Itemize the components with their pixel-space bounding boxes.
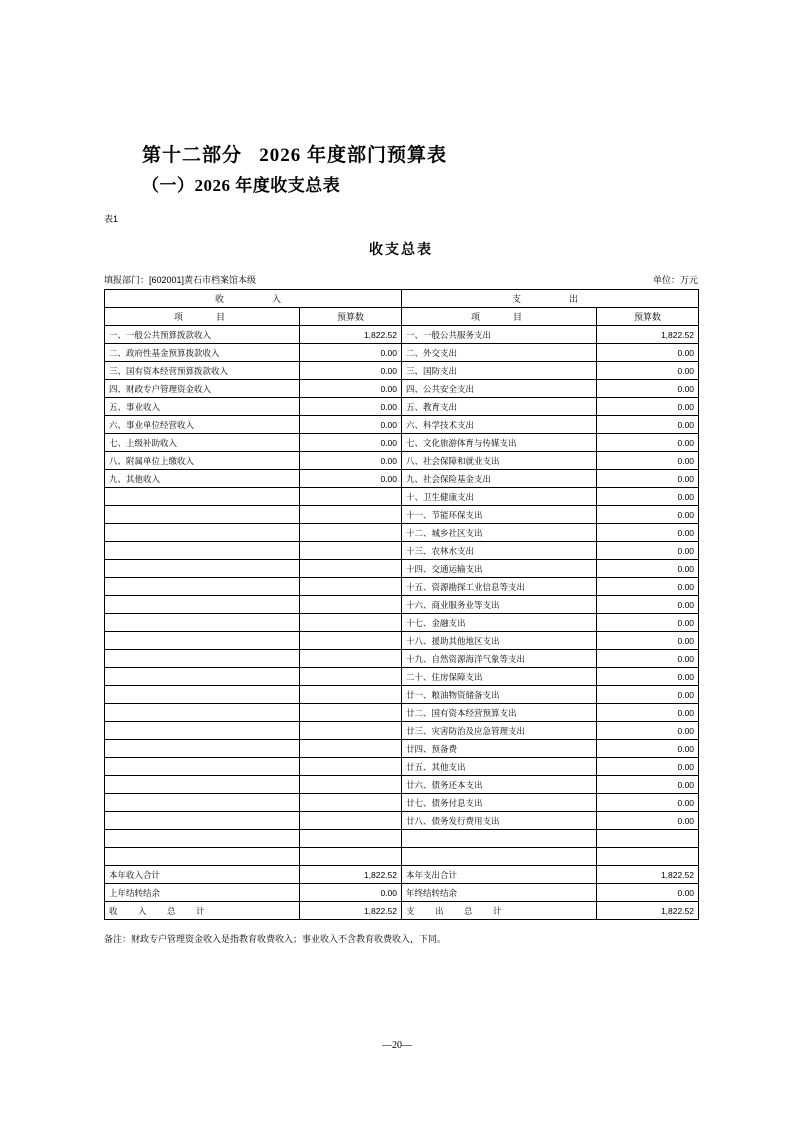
- summary-expense-value: 1,822.52: [597, 902, 699, 920]
- income-item-cell: 五、事业收入: [105, 398, 300, 416]
- table-row: [105, 524, 699, 542]
- income-value-cell: [300, 704, 402, 722]
- expense-value-cell: 0.00: [597, 722, 699, 740]
- income-value-cell: [300, 632, 402, 650]
- expense-item-cell: 十六、商业服务业等支出: [402, 596, 597, 614]
- expense-value-cell: 0.00: [597, 434, 699, 452]
- table-summary-row: [105, 866, 699, 884]
- table-title: 收支总表: [369, 243, 433, 258]
- expense-item-cell: 十七、金融支出: [402, 614, 597, 632]
- table-row: [105, 830, 699, 848]
- table-row: [105, 398, 699, 416]
- table-meta-row: [104, 273, 698, 286]
- income-item-cell: 六、事业单位经营收入: [105, 416, 300, 434]
- expense-value-cell: 0.00: [597, 560, 699, 578]
- expense-value-cell: 0.00: [597, 470, 699, 488]
- table-row: [105, 650, 699, 668]
- expense-item-cell: 八、社会保障和就业支出: [402, 452, 597, 470]
- expense-value-cell: 0.00: [597, 488, 699, 506]
- income-value-cell: 0.00: [300, 344, 402, 362]
- expense-item-cell: 廿三、灾害防治及应急管理支出: [402, 722, 597, 740]
- income-item-cell: [105, 704, 300, 722]
- expense-value-cell: 0.00: [597, 740, 699, 758]
- income-item-cell: 四、财政专户管理资金收入: [105, 380, 300, 398]
- income-value-cell: [300, 596, 402, 614]
- table-row: [105, 542, 699, 560]
- table-row: [105, 362, 699, 380]
- expense-item-cell: 六、科学技术支出: [402, 416, 597, 434]
- income-value-cell: 0.00: [300, 416, 402, 434]
- income-item-cell: [105, 596, 300, 614]
- page-number: —20—: [382, 1040, 412, 1051]
- income-value-cell: 0.00: [300, 362, 402, 380]
- expense-value-cell: 0.00: [597, 776, 699, 794]
- income-item-cell: [105, 668, 300, 686]
- expense-item-cell: 五、教育支出: [402, 398, 597, 416]
- income-value-cell: [300, 524, 402, 542]
- summary-expense-label: 本年支出合计: [402, 866, 597, 884]
- table-row: [105, 686, 699, 704]
- income-value-cell: [300, 740, 402, 758]
- expense-value-cell: 0.00: [597, 380, 699, 398]
- expense-value-cell: 0.00: [597, 344, 699, 362]
- filler-department: 填报部门：[602001]黄石市档案馆本级: [104, 275, 257, 285]
- income-value-cell: [300, 668, 402, 686]
- income-value-cell: [300, 686, 402, 704]
- income-item-cell: [105, 722, 300, 740]
- expense-item-cell: 廿一、粮油物资储备支出: [402, 686, 597, 704]
- expense-item-cell: 三、国防支出: [402, 362, 597, 380]
- income-item-cell: [105, 524, 300, 542]
- income-value-cell: [300, 776, 402, 794]
- table-row: [105, 704, 699, 722]
- income-value-cell: [300, 848, 402, 866]
- income-value-cell: [300, 614, 402, 632]
- expense-item-cell: 四、公共安全支出: [402, 380, 597, 398]
- income-value-cell: 0.00: [300, 452, 402, 470]
- column-header-income-budget: 预算数: [300, 308, 402, 326]
- expense-item-cell: 十五、资源勘探工业信息等支出: [402, 578, 597, 596]
- table-row: [105, 758, 699, 776]
- expense-item-cell: 九、社会保险基金支出: [402, 470, 597, 488]
- expense-item-cell: 十二、城乡社区支出: [402, 524, 597, 542]
- table-row: [105, 812, 699, 830]
- income-item-cell: 三、国有资本经营预算拨款收入: [105, 362, 300, 380]
- expense-item-cell: 二十、住房保障支出: [402, 668, 597, 686]
- table-row: [105, 488, 699, 506]
- income-value-cell: [300, 506, 402, 524]
- income-value-cell: [300, 722, 402, 740]
- table-row: [105, 614, 699, 632]
- table-label: 表1: [104, 214, 119, 224]
- income-item-cell: [105, 632, 300, 650]
- income-item-cell: [105, 740, 300, 758]
- table-summary-row: [105, 902, 699, 920]
- expense-item-cell: 十、卫生健康支出: [402, 488, 597, 506]
- income-item-cell: 一、一般公共预算拨款收入: [105, 326, 300, 344]
- table-row: [105, 416, 699, 434]
- table-row: [105, 560, 699, 578]
- expense-item-cell: 十一、节能环保支出: [402, 506, 597, 524]
- summary-expense-value: 1,822.52: [597, 866, 699, 884]
- income-value-cell: 1,822.52: [300, 326, 402, 344]
- summary-income-value: 1,822.52: [300, 902, 402, 920]
- table-row: [105, 632, 699, 650]
- table-row: [105, 380, 699, 398]
- income-item-cell: 二、政府性基金预算拨款收入: [105, 344, 300, 362]
- expense-item-cell: 廿八、债务发行费用支出: [402, 812, 597, 830]
- table-row: [105, 668, 699, 686]
- table-row: [105, 794, 699, 812]
- table-row: [105, 344, 699, 362]
- column-header-expense-item: 项 目: [402, 308, 597, 326]
- document-content: [104, 140, 698, 945]
- column-header-income-item: 项 目: [105, 308, 300, 326]
- column-header-expense-budget: 预算数: [597, 308, 699, 326]
- expense-item-cell: 廿五、其他支出: [402, 758, 597, 776]
- expense-value-cell: 0.00: [597, 812, 699, 830]
- income-value-cell: [300, 488, 402, 506]
- income-value-cell: [300, 650, 402, 668]
- summary-income-label: 上年结转结余: [105, 884, 300, 902]
- budget-table: [104, 289, 699, 920]
- income-value-cell: [300, 758, 402, 776]
- expense-value-cell: 0.00: [597, 704, 699, 722]
- expense-item-cell: 一、一般公共服务支出: [402, 326, 597, 344]
- summary-expense-value: 0.00: [597, 884, 699, 902]
- summary-expense-label: 年终结转结余: [402, 884, 597, 902]
- unit-label: 单位：万元: [652, 275, 698, 285]
- expense-item-cell: 十八、援助其他地区支出: [402, 632, 597, 650]
- table-row: [105, 506, 699, 524]
- income-item-cell: 九、其他收入: [105, 470, 300, 488]
- expense-value-cell: 0.00: [597, 578, 699, 596]
- summary-income-label: 本年收入合计: [105, 866, 300, 884]
- table-summary-row: [105, 884, 699, 902]
- expense-item-cell: 十三、农林水支出: [402, 542, 597, 560]
- income-item-cell: [105, 506, 300, 524]
- expense-value-cell: 0.00: [597, 632, 699, 650]
- income-value-cell: [300, 542, 402, 560]
- expense-item-cell: 廿四、预备费: [402, 740, 597, 758]
- expense-item-cell: 廿六、债务还本支出: [402, 776, 597, 794]
- income-value-cell: [300, 560, 402, 578]
- table-row: [105, 722, 699, 740]
- table-row: [105, 434, 699, 452]
- income-item-cell: [105, 848, 300, 866]
- expense-item-cell: 十九、自然资源海洋气象等支出: [402, 650, 597, 668]
- expense-value-cell: 0.00: [597, 452, 699, 470]
- table-row: [105, 326, 699, 344]
- sub-heading: （一）2026 年度收支总表: [142, 176, 341, 195]
- group-header-income: 收 入: [105, 290, 402, 308]
- expense-value-cell: 0.00: [597, 524, 699, 542]
- table-group-header-row: [105, 290, 699, 308]
- summary-income-label: 收 入 总 计: [105, 902, 300, 920]
- income-value-cell: [300, 812, 402, 830]
- expense-value-cell: 0.00: [597, 668, 699, 686]
- expense-value-cell: [597, 848, 699, 866]
- income-item-cell: [105, 614, 300, 632]
- income-item-cell: [105, 758, 300, 776]
- income-item-cell: [105, 794, 300, 812]
- expense-value-cell: [597, 830, 699, 848]
- table-row: [105, 740, 699, 758]
- income-value-cell: 0.00: [300, 398, 402, 416]
- income-item-cell: [105, 830, 300, 848]
- expense-value-cell: 0.00: [597, 506, 699, 524]
- table-row: [105, 578, 699, 596]
- expense-value-cell: 0.00: [597, 650, 699, 668]
- expense-value-cell: 0.00: [597, 758, 699, 776]
- income-item-cell: [105, 542, 300, 560]
- table-row: [105, 776, 699, 794]
- income-value-cell: 0.00: [300, 380, 402, 398]
- expense-value-cell: 0.00: [597, 614, 699, 632]
- summary-income-value: 1,822.52: [300, 866, 402, 884]
- table-column-header-row: [105, 308, 699, 326]
- income-item-cell: [105, 578, 300, 596]
- income-value-cell: [300, 578, 402, 596]
- section-heading: 第十二部分 2026 年度部门预算表: [142, 145, 448, 166]
- expense-item-cell: 十四、交通运输支出: [402, 560, 597, 578]
- expense-item-cell: [402, 848, 597, 866]
- income-item-cell: [105, 776, 300, 794]
- summary-expense-label: 支 出 总 计: [402, 902, 597, 920]
- income-value-cell: 0.00: [300, 434, 402, 452]
- expense-value-cell: 0.00: [597, 596, 699, 614]
- income-item-cell: 七、上级补助收入: [105, 434, 300, 452]
- expense-item-cell: 七、文化旅游体育与传媒支出: [402, 434, 597, 452]
- expense-item-cell: 廿二、国有资本经营预算支出: [402, 704, 597, 722]
- table-row: [105, 596, 699, 614]
- income-value-cell: [300, 830, 402, 848]
- expense-value-cell: 0.00: [597, 362, 699, 380]
- summary-income-value: 0.00: [300, 884, 402, 902]
- expense-value-cell: 0.00: [597, 542, 699, 560]
- expense-item-cell: 二、外交支出: [402, 344, 597, 362]
- income-value-cell: [300, 794, 402, 812]
- income-item-cell: [105, 650, 300, 668]
- table-note: 备注：财政专户管理资金收入是指教育收费收入；事业收入不含教育收费收入，下同。: [104, 934, 447, 944]
- expense-value-cell: 0.00: [597, 416, 699, 434]
- table-row: [105, 470, 699, 488]
- income-item-cell: [105, 812, 300, 830]
- expense-value-cell: 0.00: [597, 794, 699, 812]
- expense-value-cell: 1,822.52: [597, 326, 699, 344]
- income-item-cell: [105, 686, 300, 704]
- expense-item-cell: [402, 830, 597, 848]
- table-row: [105, 452, 699, 470]
- income-value-cell: 0.00: [300, 470, 402, 488]
- table-row: [105, 848, 699, 866]
- income-item-cell: [105, 488, 300, 506]
- income-item-cell: 八、附属单位上缴收入: [105, 452, 300, 470]
- income-item-cell: [105, 560, 300, 578]
- expense-item-cell: 廿七、债务付息支出: [402, 794, 597, 812]
- expense-value-cell: 0.00: [597, 398, 699, 416]
- group-header-expense: 支 出: [402, 290, 699, 308]
- expense-value-cell: 0.00: [597, 686, 699, 704]
